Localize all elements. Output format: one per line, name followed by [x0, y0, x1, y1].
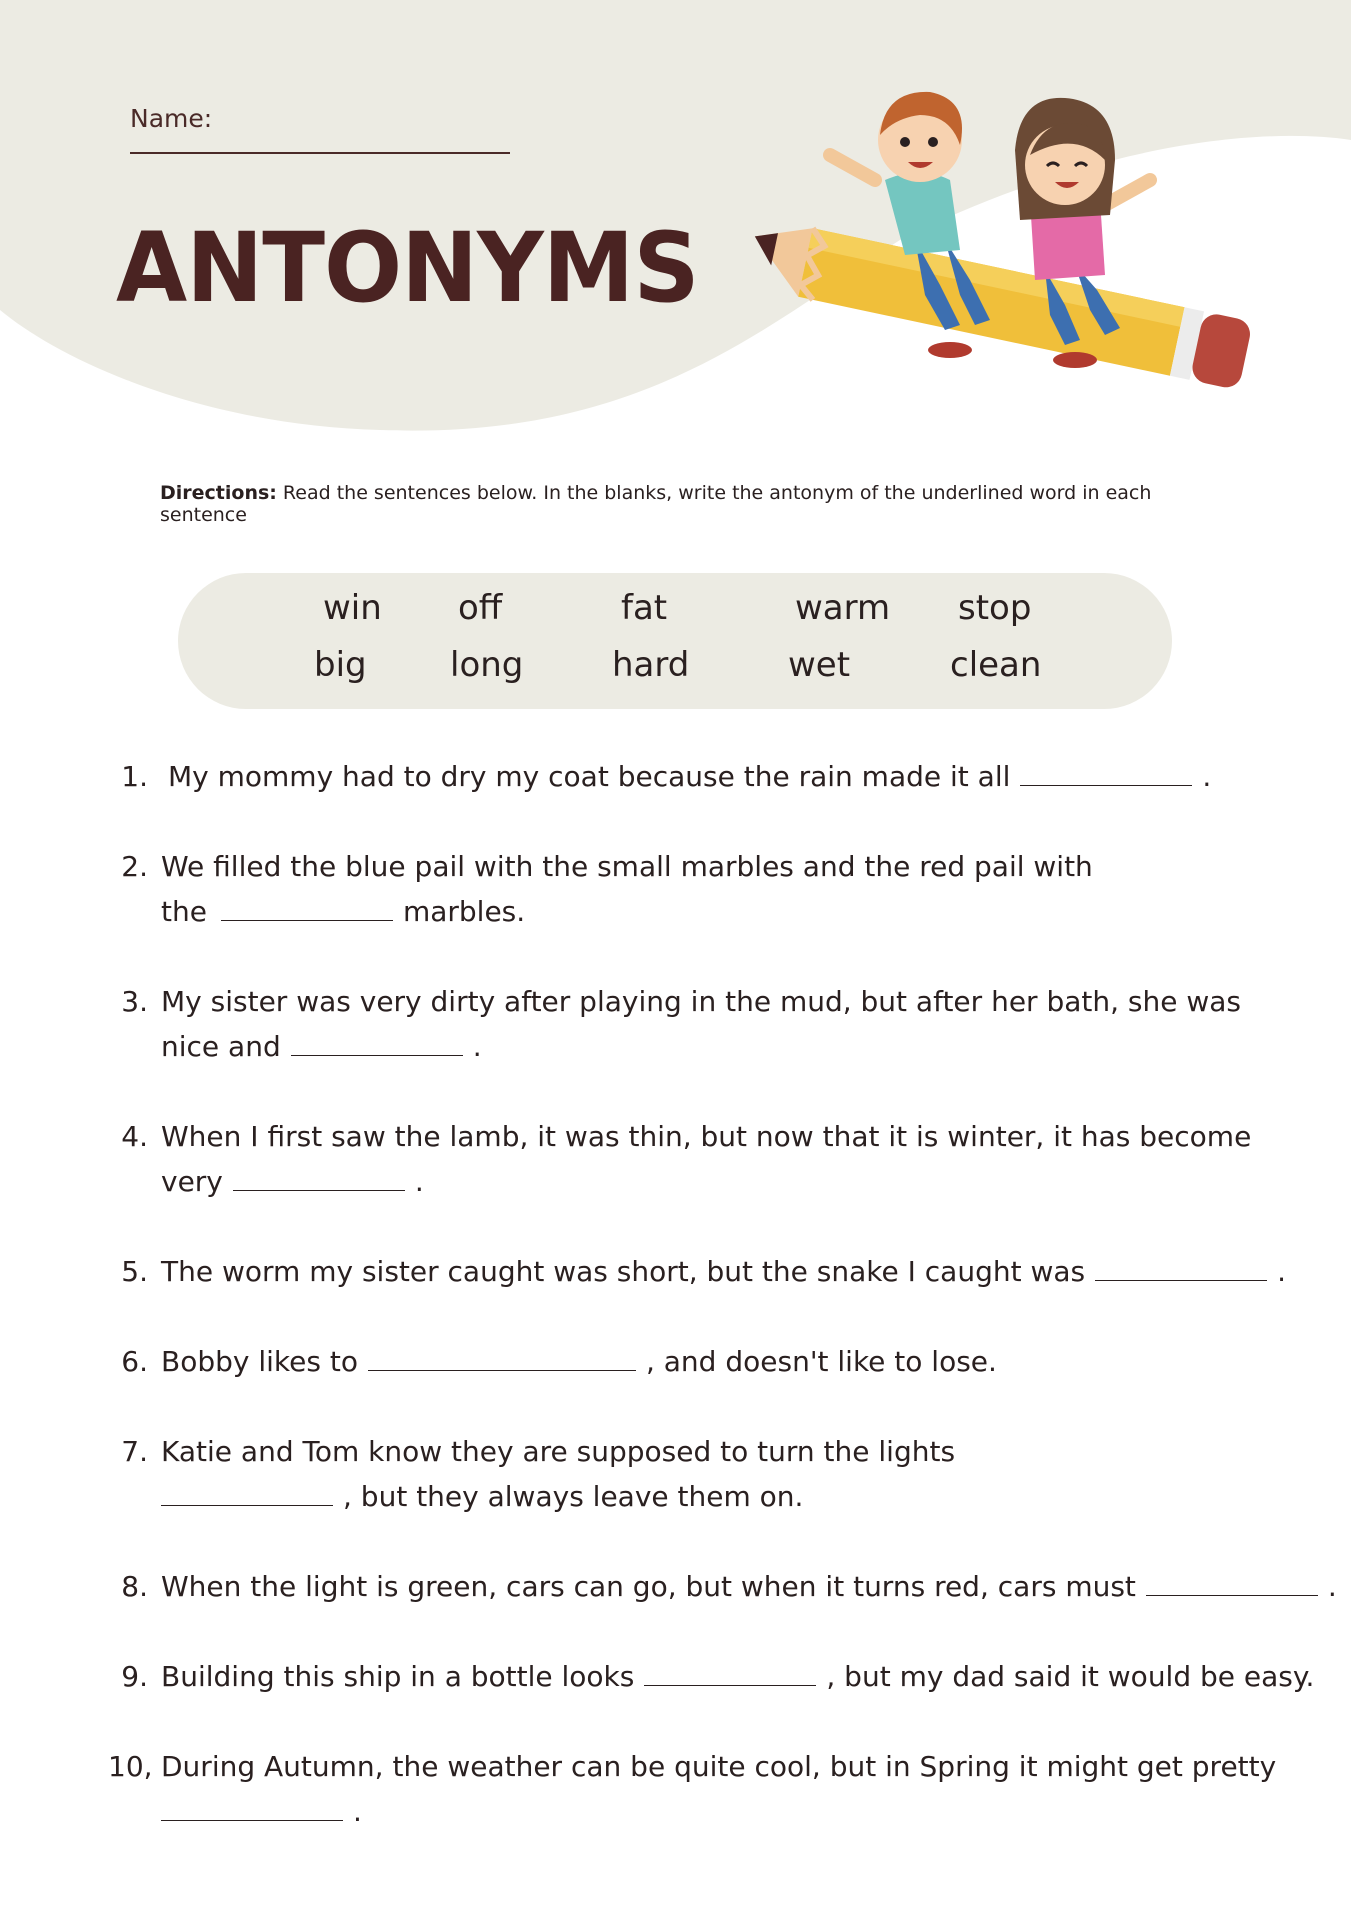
question-number: 8.	[121, 1570, 148, 1603]
question-6	[161, 1345, 997, 1378]
question-5	[161, 1255, 1286, 1288]
question-number: 5.	[121, 1255, 148, 1288]
question-number: 3.	[121, 985, 148, 1018]
answer-blank[interactable]	[1095, 1258, 1267, 1281]
word-bank-item: hard	[612, 645, 690, 685]
answer-blank[interactable]	[368, 1348, 636, 1371]
question-text: .	[472, 1030, 482, 1063]
question-text: My mommy had to dry my coat because the rain made it all	[168, 760, 1011, 793]
word-bank-item: clean	[950, 645, 1042, 685]
answer-blank[interactable]	[233, 1168, 405, 1191]
question-text: .	[1277, 1255, 1287, 1288]
page-title: ANTONYMS	[116, 212, 699, 325]
word-bank-item: stop	[958, 588, 1032, 628]
question-4-line-2	[161, 1165, 424, 1198]
question-text: very	[161, 1165, 223, 1198]
question-text: When the light is green, cars can go, but when it turns red, cars must	[161, 1570, 1136, 1603]
answer-blank[interactable]	[291, 1033, 463, 1056]
question-9	[161, 1660, 1314, 1693]
word-bank-item: off	[458, 588, 503, 628]
question-number: 1.	[121, 760, 148, 793]
question-text: Bobby likes to	[161, 1345, 358, 1378]
question-text: the	[161, 895, 207, 928]
kids-on-pencil-illustration	[745, 70, 1265, 420]
word-bank-item: wet	[788, 645, 851, 685]
question-3-line-2	[161, 1030, 482, 1063]
question-text: Building this ship in a bottle looks	[161, 1660, 635, 1693]
name-label: Name:	[130, 104, 213, 133]
directions	[160, 482, 1220, 526]
answer-blank[interactable]	[161, 1483, 333, 1506]
answer-blank[interactable]	[1020, 763, 1192, 786]
question-number: 7.	[121, 1435, 148, 1468]
question-10: During Autumn, the weather can be quite cool, but in Spring it might get pretty	[161, 1750, 1277, 1783]
answer-blank[interactable]	[1146, 1573, 1318, 1596]
question-8	[161, 1570, 1337, 1603]
question-text: marbles.	[402, 895, 526, 928]
question-text: The worm my sister caught was short, but the snake I caught was	[161, 1255, 1086, 1288]
question-4: When I first saw the lamb, it was thin, but now that it is winter, it has become	[161, 1120, 1252, 1153]
answer-blank[interactable]	[161, 1798, 343, 1821]
directions-text: Read the sentences below. In the blanks, write the antonym of the underlined word in each sentence	[160, 482, 1152, 526]
question-text: , but my dad said it would be easy.	[826, 1660, 1315, 1693]
answer-blank[interactable]	[221, 898, 393, 921]
question-number: 2.	[121, 850, 148, 883]
question-7-line-2	[161, 1480, 803, 1513]
question-text: nice and	[161, 1030, 281, 1063]
word-bank-item: big	[314, 645, 367, 685]
question-2-line-2	[161, 895, 525, 928]
directions-label: Directions:	[160, 482, 277, 504]
word-bank	[178, 573, 1172, 709]
question-2: We filled the blue pail with the small marbles and the red pail with	[161, 850, 1093, 883]
word-bank-item: win	[323, 588, 382, 628]
question-number: 10,	[108, 1750, 153, 1783]
question-10-line-2	[161, 1795, 362, 1828]
word-bank-item: warm	[795, 588, 891, 628]
word-bank-item: fat	[621, 588, 668, 628]
question-number: 9.	[121, 1660, 148, 1693]
question-text: , but they always leave them on.	[343, 1480, 804, 1513]
question-number: 4.	[121, 1120, 148, 1153]
question-3: My sister was very dirty after playing in the mud, but after her bath, she was	[161, 985, 1242, 1018]
name-field-line[interactable]	[130, 152, 510, 154]
question-number: 6.	[121, 1345, 148, 1378]
question-1	[168, 760, 1211, 793]
question-text: , and doesn't like to lose.	[645, 1345, 997, 1378]
question-text: .	[1202, 760, 1212, 793]
question-7: Katie and Tom know they are supposed to turn the lights	[161, 1435, 956, 1468]
word-bank-item: long	[450, 645, 524, 685]
pencil-icon	[745, 217, 1253, 390]
question-text: .	[414, 1165, 424, 1198]
answer-blank[interactable]	[644, 1663, 816, 1686]
question-text: .	[1327, 1570, 1337, 1603]
question-text: .	[353, 1795, 362, 1828]
